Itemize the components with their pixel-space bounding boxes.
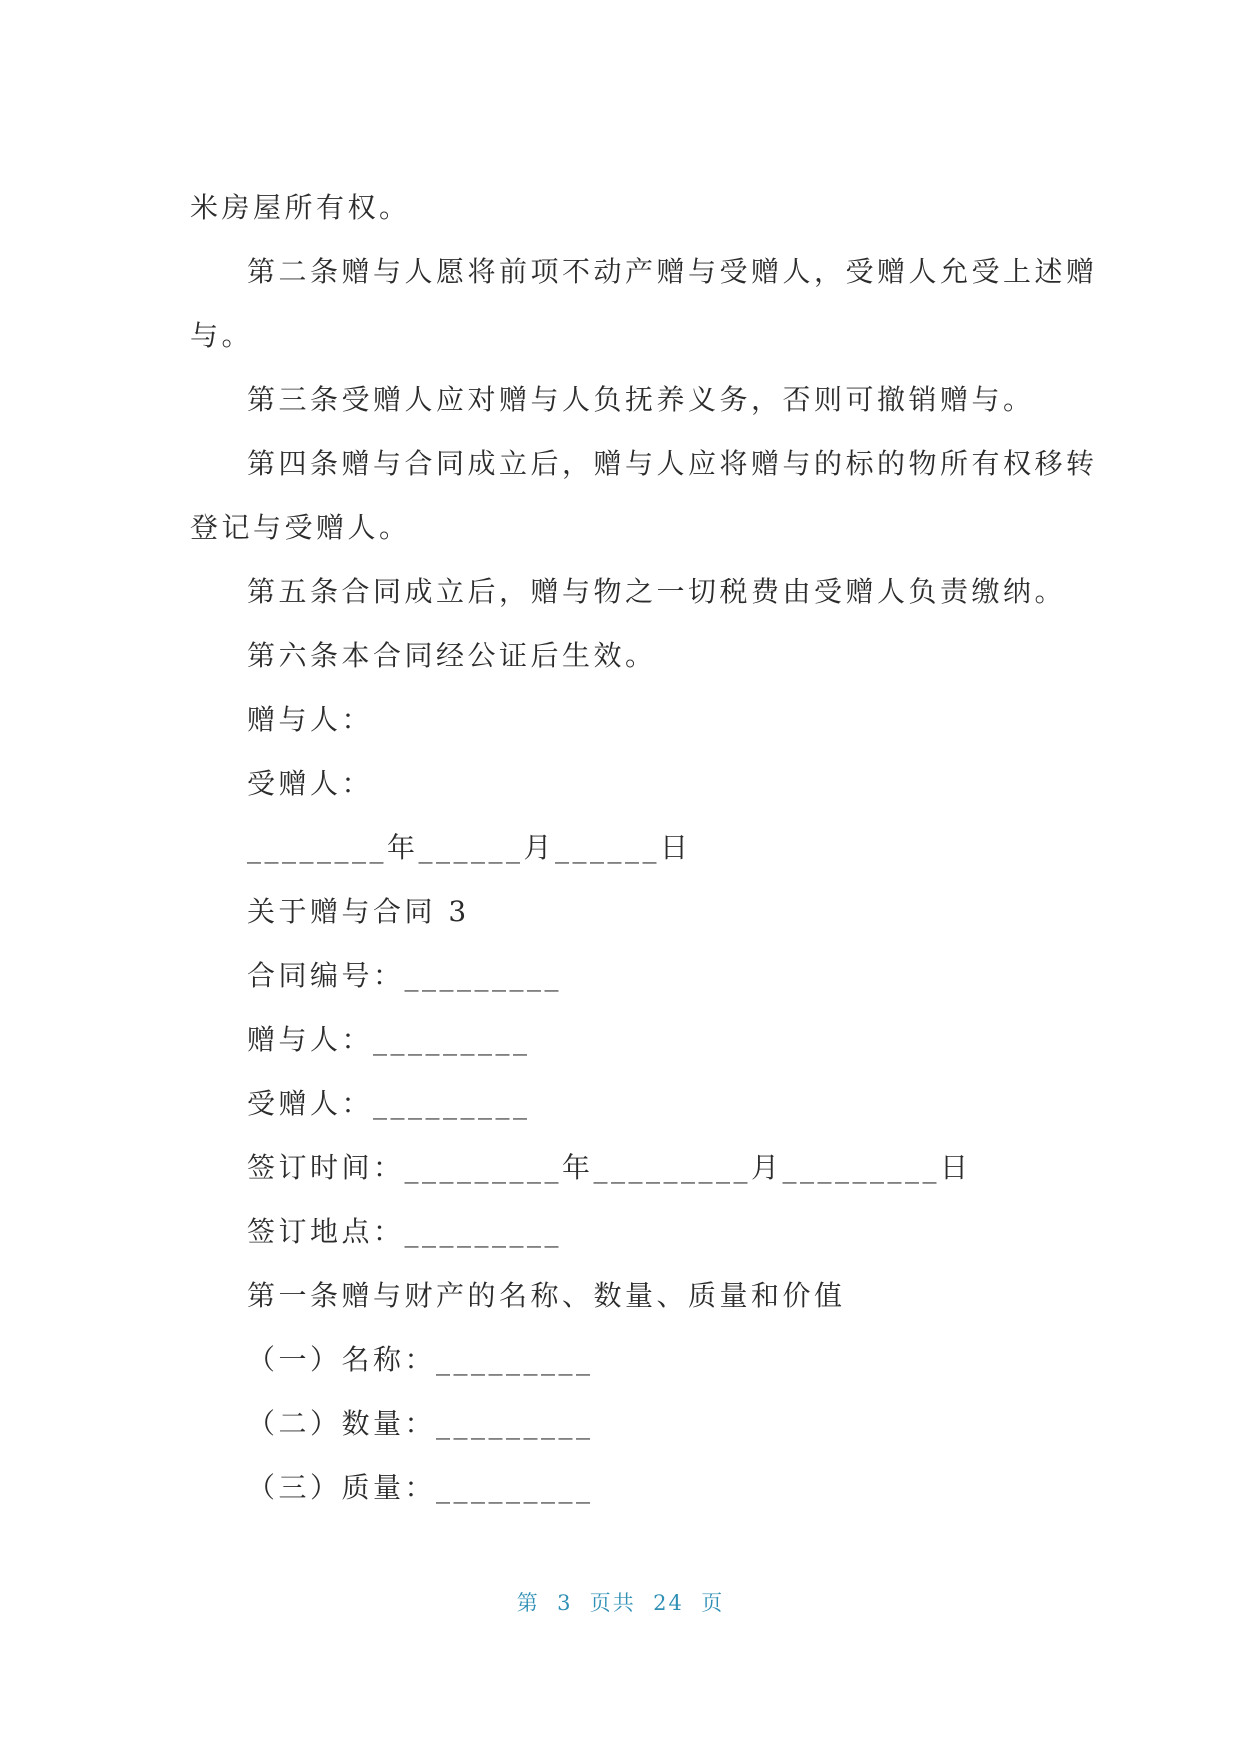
property-quality-field: （三）质量：_________ (247, 1471, 594, 1504)
section-title: 关于赠与合同 3 (247, 895, 470, 928)
page-number-footer: 第 3 页共 24 页 (516, 1591, 725, 1615)
article-2-line-2: 与。 (190, 319, 254, 352)
date-line: ________年______月______日 (247, 831, 692, 864)
article-4-line-2: 登记与受赠人。 (190, 511, 411, 544)
contract-number-field: 合同编号：_________ (247, 959, 563, 992)
article-2-line-1: 第二条赠与人愿将前项不动产赠与受赠人，受赠人允受上述赠 (247, 255, 1098, 288)
article-3: 第三条受赠人应对赠与人负抚养义务，否则可撤销赠与。 (247, 383, 1035, 416)
article-4-line-1: 第四条赠与合同成立后，赠与人应将赠与的标的物所有权移转 (247, 447, 1098, 480)
article-5: 第五条合同成立后，赠与物之一切税费由受赠人负责缴纳。 (247, 575, 1067, 608)
property-quantity-field: （二）数量：_________ (247, 1407, 594, 1440)
property-name-field: （一）名称：_________ (247, 1343, 594, 1376)
donee-signature-label: 受赠人： (247, 767, 374, 800)
signing-place-field: 签订地点：_________ (247, 1215, 563, 1248)
article-6: 第六条本合同经公证后生效。 (247, 639, 657, 672)
donee-field: 受赠人：_________ (247, 1087, 531, 1120)
donor-field: 赠与人：_________ (247, 1023, 531, 1056)
signing-date-field: 签订时间：_________年_________月_________日 (247, 1151, 972, 1184)
paragraph-line: 米房屋所有权。 (190, 191, 411, 224)
article-1-heading: 第一条赠与财产的名称、数量、质量和价值 (247, 1279, 846, 1312)
donor-signature-label: 赠与人： (247, 703, 374, 736)
